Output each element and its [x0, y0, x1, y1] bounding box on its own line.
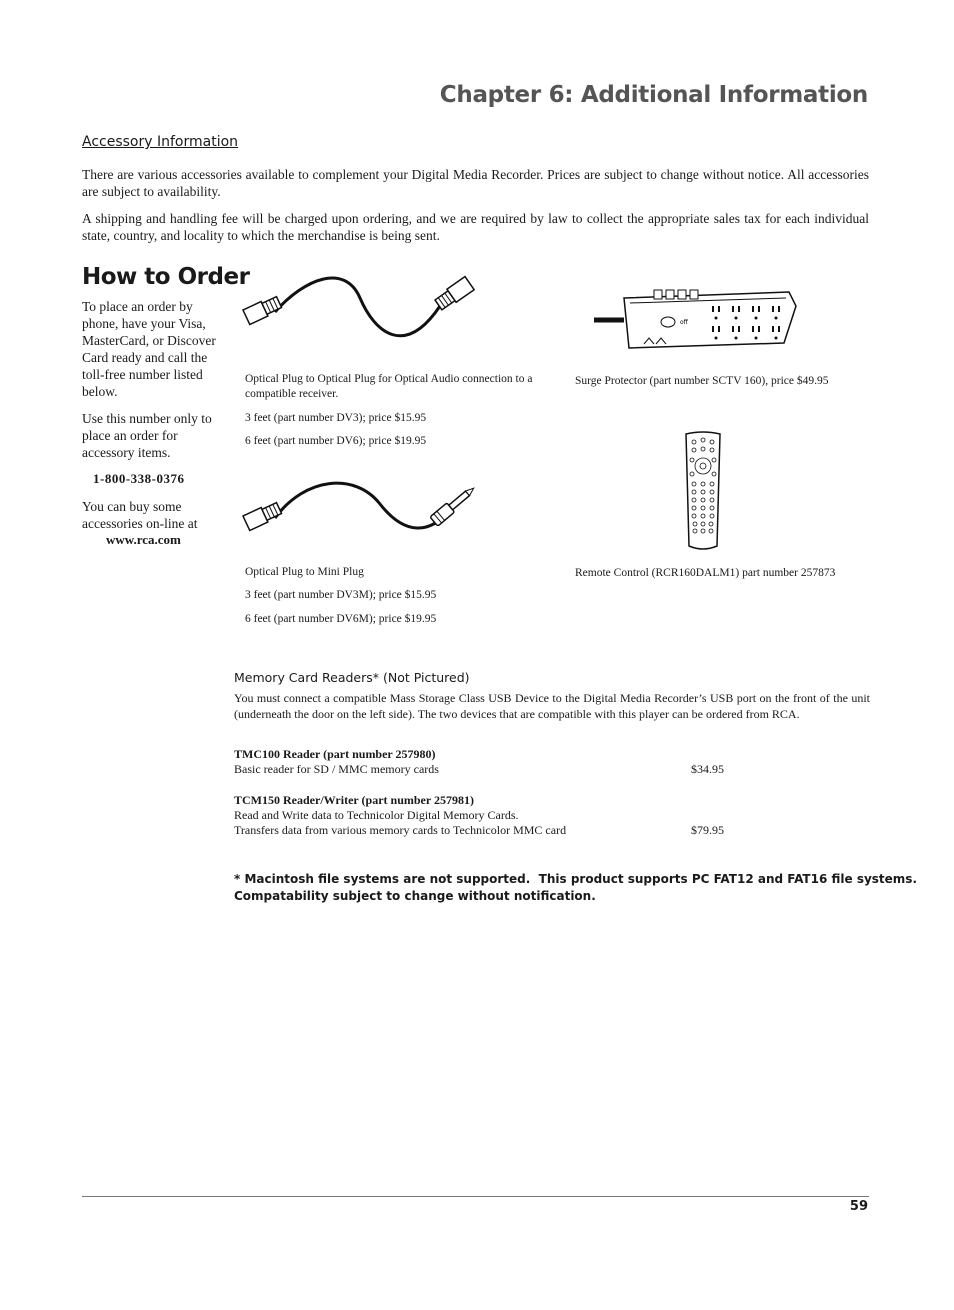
tmc100-desc: Basic reader for SD / MMC memory cards — [234, 762, 439, 776]
website-link[interactable]: www.rca.com — [106, 532, 181, 547]
optical-price-6ft: 6 feet (part number DV6); price $19.95 — [245, 435, 427, 447]
accessory-paragraph-2: A shipping and handling fee will be charged upon ordering, and we are required by law to collect the appropriate sales tax for each individual state, country, and locality to which the merchandise is being sent. — [82, 211, 869, 243]
tcm150-title: TCM150 Reader/Writer (part number 257981) — [234, 793, 474, 807]
tmc100-price: $34.95 — [691, 762, 724, 776]
chapter-title: Chapter 6: Additional Information — [439, 82, 868, 108]
optical-price-3ft: 3 feet (part number DV3); price $15.95 — [245, 412, 427, 424]
tmc100-title: TMC100 Reader (part number 257980) — [234, 747, 436, 761]
remote-caption: Remote Control (RCR160DALM1) part number 257873 — [575, 567, 836, 579]
memory-heading: Memory Card Readers* (Not Pictured) — [234, 670, 470, 685]
page-number: 59 — [849, 1199, 868, 1214]
surge-switch-label: off — [680, 319, 688, 326]
remote-control-illustration — [683, 430, 723, 552]
footnote — [234, 871, 918, 905]
tcm150-price: $79.95 — [691, 823, 724, 837]
phone-number: 1-800-338-0376 — [93, 471, 185, 486]
tcm150-desc-2: Transfers data from various memory cards to Technicolor MMC card — [234, 823, 567, 837]
tcm150-desc-1: Read and Write data to Technicolor Digital Memory Cards. — [234, 808, 519, 822]
accessory-paragraph-1: There are various accessories available to complement your Digital Media Recorder. Prices are subject to change without notice. All accessories are subject to availability. — [82, 167, 869, 199]
mini-caption: Optical Plug to Mini Plug — [245, 566, 364, 578]
mini-price-3ft: 3 feet (part number DV3M); price $15.95 — [245, 589, 437, 601]
accessory-heading: Accessory Information — [82, 134, 239, 150]
footnote-line-1: * Macintosh file systems are not supported. This product supports PC FAT12 and FAT16 file systems. — [234, 872, 918, 886]
surge-protector-illustration — [594, 288, 798, 350]
order-number-note: Use this number only to place an order for accessory items. — [82, 411, 212, 460]
optical-cable-illustration — [235, 268, 495, 348]
optical-caption: Optical Plug to Optical Plug for Optical Audio connection to a compatible receiver. — [245, 373, 533, 400]
memory-paragraph: You must connect a compatible Mass Storage Class USB Device to the Digital Media Recorder’s USB port on the front of the unit (underneath the door on the left side). The two devices that are compatible with this player can be ordered from RCA. — [234, 691, 870, 721]
mini-plug-cable-illustration — [235, 472, 495, 542]
footnote-line-2: Compatability subject to change without notification. — [234, 889, 596, 903]
how-to-order-title: How to Order — [82, 264, 250, 290]
surge-caption: Surge Protector (part number SCTV 160), price $49.95 — [575, 375, 829, 387]
footer-rule — [82, 1196, 869, 1197]
online-note: You can buy some accessories on-line at — [82, 499, 198, 531]
mini-price-6ft: 6 feet (part number DV6M); price $19.95 — [245, 613, 437, 625]
order-instructions: To place an order by phone, have your Visa, MasterCard, or Discover Card ready and call the toll-free number listed below. — [82, 299, 216, 399]
